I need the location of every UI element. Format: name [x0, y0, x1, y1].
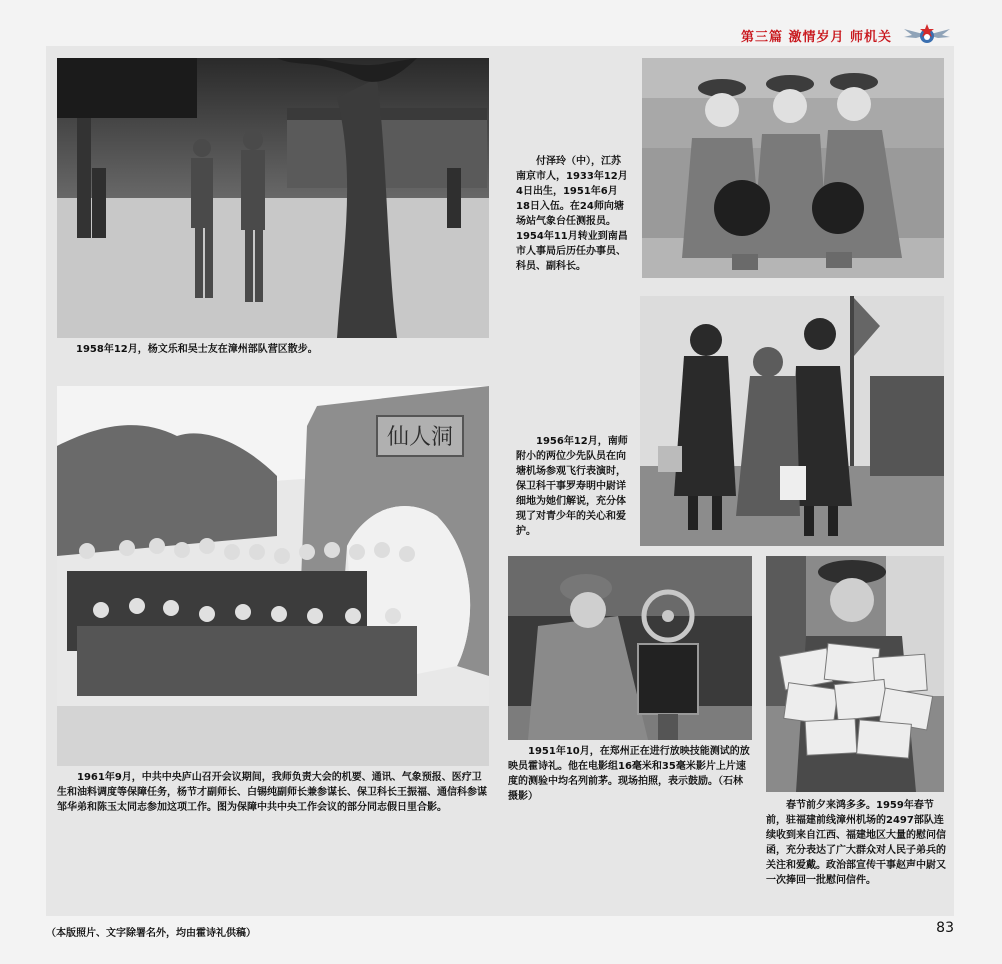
cave-sign-text: 仙人洞 [386, 425, 454, 450]
photo-soldiers-walking [57, 58, 489, 338]
caption-photo-group-lushan: 1961年9月，中共中央庐山召开会议期间，我师负责大会的机要、通讯、气象预报、医疗卫生和油料调度等保障任务，杨节才副师长、白锡纯副师长兼参谋长、保卫科长王振福、通信科参谋邹华弟和陈玉太同志参加这项工作。图为保障中共中央工作会议的部分同志假日里合影。 [57, 772, 487, 813]
caption-photo-soldiers-walking: 1958年12月，杨文乐和吴士友在漳州部队营区散步。 [76, 344, 318, 355]
photo-projectionist [508, 556, 752, 740]
footer-source-note: （本版照片、文字除署名外，均由霍诗礼供稿） [46, 928, 256, 939]
photo-officer-letters [766, 556, 944, 792]
section-title: 第三篇 激情岁月 师机关 [740, 29, 892, 45]
caption-photo-projectionist: 1951年10月，在郑州正在进行放映技能测试的放映员霍诗礼。他在电影组16毫米和35毫米影片上片速度的测验中均名列前茅。现场拍照，表示鼓励。（石林摄影） [508, 746, 750, 802]
photo-young-pioneers [640, 296, 944, 546]
photo-three-women [642, 58, 944, 278]
photo-group-lushan [57, 386, 489, 766]
caption-photo-officer-letters: 春节前夕来鸿多多。1959年春节前，驻福建前线漳州机场的2497部队连续收到来自江西、福建地区大量的慰问信函，充分表达了广大群众对人民子弟兵的关注和爱戴。政治部宣传干事赵声中尉又一次捧回一批慰问信件。 [766, 800, 946, 886]
page-header [741, 22, 952, 48]
caption-photo-three-women: 付泽玲（中），江苏南京市人，1933年12月4日出生，1951年6月18日入伍。在24师向塘场站气象台任测报员。1954年11月转业到南昌市人事局后历任办事员、科员、副科长。 [516, 156, 628, 272]
page-number: 83 [936, 920, 954, 936]
air-force-wings-icon [902, 23, 952, 47]
caption-photo-pioneers: 1956年12月，南师附小的两位少先队员在向塘机场参观飞行表演时，保卫科干事罗寿明中尉详细地为她们解说，充分体现了对青少年的关心和爱护。 [516, 436, 628, 537]
